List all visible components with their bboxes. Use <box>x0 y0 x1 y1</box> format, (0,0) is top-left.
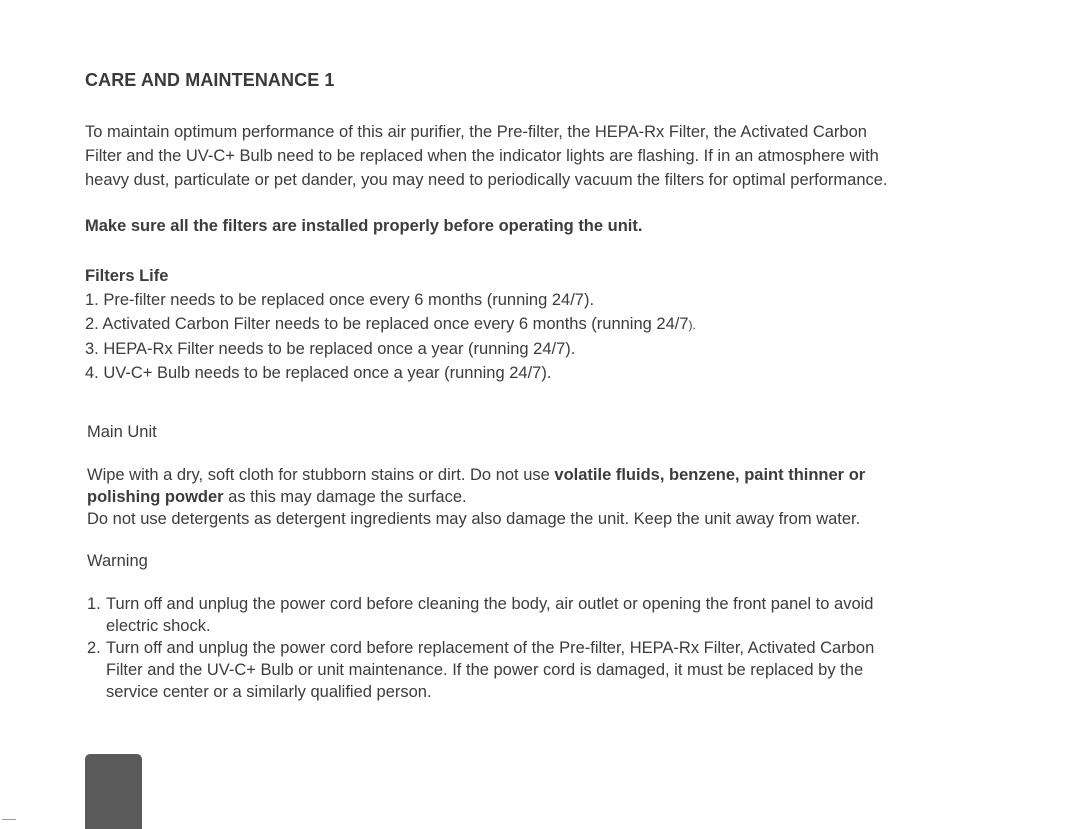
install-notice: Make sure all the filters are installed properly before operating the unit. <box>85 217 643 235</box>
main-unit-p1-bold-a: volatile fluids, benzene, paint thinner or <box>554 466 866 484</box>
warning-item-1-number: 1. <box>87 595 101 613</box>
warning-item-2-number: 2. <box>87 639 101 657</box>
filter-life-item-1: 1. Pre-filter needs to be replaced once every 6 months (running 24/7). <box>85 291 595 309</box>
warning-item-2-line-1: Turn off and unplug the power cord before replacement of the Pre-filter, HEPA-Rx Filter, Activated Carbon <box>106 639 875 657</box>
warning-item-1-line-1: Turn off and unplug the power cord before cleaning the body, air outlet or opening the front panel to avoid <box>106 595 874 613</box>
filters-life-list <box>85 288 985 385</box>
filters-life-section <box>85 264 985 385</box>
crop-mark <box>2 819 16 820</box>
warning-section <box>87 550 967 703</box>
main-unit-paragraph-2: Do not use detergents as detergent ingredients may also damage the unit. Keep the unit away from water. <box>87 510 861 528</box>
intro-line-1: To maintain optimum performance of this air purifier, the Pre-filter, the HEPA-Rx Filter, the Activated Carbon <box>85 123 867 141</box>
warning-item-1-line-2: electric shock. <box>106 617 211 635</box>
spacer <box>87 443 967 464</box>
main-unit-section <box>87 421 967 530</box>
main-unit-heading: Main Unit <box>87 423 157 441</box>
filter-life-item-2-text: 2. Activated Carbon Filter needs to be replaced once every 6 months (running 24/7 <box>85 315 689 333</box>
intro-line-3: heavy dust, particulate or pet dander, you may need to periodically vacuum the filters for optimal performance. <box>85 171 888 189</box>
filter-life-item-3: 3. HEPA-Rx Filter needs to be replaced once a year (running 24/7). <box>85 340 576 358</box>
page-number-tab <box>85 754 142 829</box>
warning-item-1 <box>87 593 967 637</box>
warning-list <box>87 593 967 703</box>
page-title: CARE AND MAINTENANCE 1 <box>85 70 335 90</box>
warning-item-2 <box>87 637 967 703</box>
filters-life-heading: Filters Life <box>85 267 169 285</box>
main-unit-p1-end: as this may damage the surface. <box>223 488 467 506</box>
main-unit-p1-start: Wipe with a dry, soft cloth for stubborn stains or dirt. Do not use <box>87 466 555 484</box>
filter-life-item-4: 4. UV-C+ Bulb needs to be replaced once a year (running 24/7). <box>85 364 552 382</box>
intro-paragraph <box>85 120 985 192</box>
filter-life-item-2-tail: ). <box>688 318 696 332</box>
warning-item-2-line-3: service center or a similarly qualified person. <box>106 683 432 701</box>
main-unit-p1-bold-b: polishing powder <box>87 488 224 506</box>
filter-life-item-2 <box>85 312 985 337</box>
intro-line-2: Filter and the UV-C+ Bulb need to be replaced when the indicator lights are flashing. If in an atmosphere with <box>85 147 879 165</box>
warning-item-2-line-2: Filter and the UV-C+ Bulb or unit maintenance. If the power cord is damaged, it must be replaced by the <box>106 661 864 679</box>
main-unit-paragraph-1 <box>87 464 967 508</box>
warning-heading: Warning <box>87 552 148 570</box>
